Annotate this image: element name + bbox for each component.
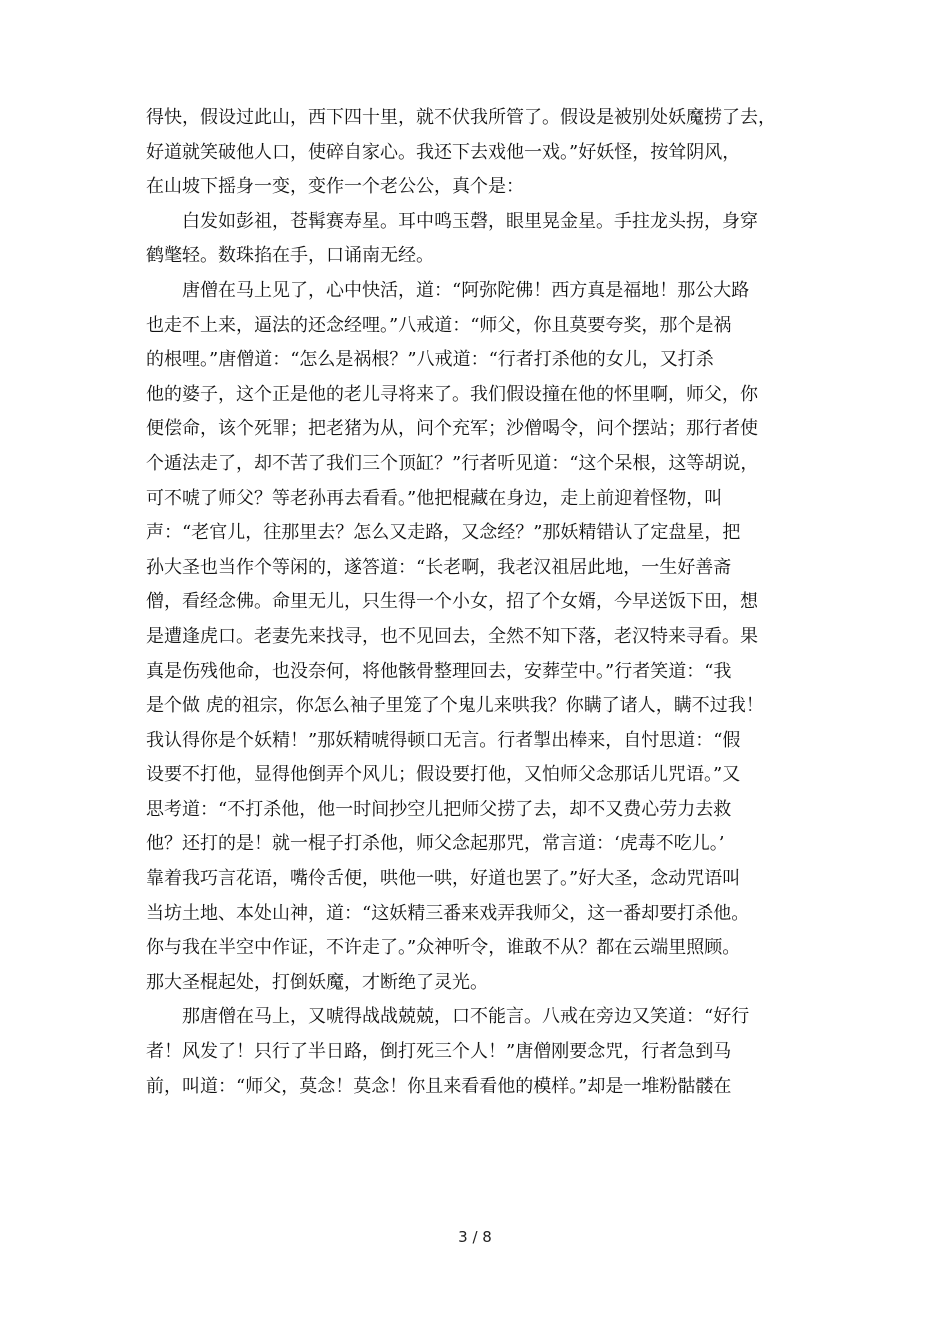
text-line: 真是伤残他命，也没奈何，将他骸骨整理回去，安葬茔中。”行者笑道：“我: [146, 660, 732, 682]
text-line: 声：“老官儿，往那里去？怎么又走路，又念经？”那妖精错认了定盘星，把: [146, 522, 741, 544]
paragraph-2: [146, 205, 806, 274]
text-line: 的根哩。”唐僧道：“怎么是祸根？”八戒道：“行者打杀他的女儿，又打杀: [146, 349, 714, 371]
text-line: 他？还打的是！就一棍子打杀他，师父念起那咒，常言道：‘虎毒不吃儿。’: [146, 833, 725, 855]
text-line: 前，叫道：“师父，莫念！莫念！你且来看看他的模样。”却是一堆粉骷髅在: [146, 1075, 732, 1097]
text-line: 你与我在半空中作证，不许走了。”众神听令，谁敢不从？都在云端里照顾。: [146, 937, 741, 959]
paragraph-4: [146, 1000, 806, 1104]
document-body: [146, 101, 806, 1104]
text-line: 可不唬了师父？等老孙再去看看。”他把棍藏在身边，走上前迎着怪物，叫: [146, 487, 723, 509]
paragraph-1: [146, 101, 806, 205]
text-line: 那唐僧在马上，又唬得战战兢兢，口不能言。八戒在旁边又笑道：“好行: [146, 1006, 750, 1028]
text-line: 孙大圣也当作个等闲的，遂答道：“长老啊，我老汉祖居此地，一生好善斋: [146, 556, 732, 578]
text-line: 僧，看经念佛。命里无儿，只生得一个小女，招了个女婿，今早送饭下田，想: [146, 591, 758, 613]
text-line: 在山坡下摇身一变，变作一个老公公，真个是：: [146, 176, 524, 198]
text-line: 是个做 虎的祖宗，你怎么袖子里笼了个鬼儿来哄我？你瞒了诸人，瞒不过我！: [146, 695, 764, 717]
text-line: 便偿命，该个死罪；把老猪为从，问个充军；沙僧喝令，问个摆站；那行者使: [146, 418, 758, 440]
text-line: 设要不打他，显得他倒弄个风儿；假设要打他，又怕师父念那话儿咒语。”又: [146, 764, 741, 786]
page-number: 3 / 8: [458, 1228, 492, 1246]
text-line: 个遁法走了，却不苦了我们三个顶缸？”行者听见道：“这个呆根，这等胡说，: [146, 452, 759, 474]
text-line: 当坊土地、本处山神，道：“这妖精三番来戏弄我师父，这一番却要打杀他。: [146, 902, 750, 924]
text-line: 好道就笑破他人口，使碎自家心。我还下去戏他一戏。”好妖怪，按耸阴风，: [146, 141, 741, 163]
text-line: 得快，假设过此山，西下四十里，就不伏我所管了。假设是被别处妖魔捞了去，: [146, 107, 776, 128]
text-line: 者！风发了！只行了半日路，倒打死三个人！”唐僧刚要念咒，行者急到马: [146, 1041, 732, 1063]
text-line: 他的婆子，这个正是他的老儿寻将来了。我们假设撞在他的怀里啊，师父，你: [146, 383, 758, 405]
text-line: 白发如彭祖，苍髯赛寿星。耳中鸣玉磬，眼里晃金星。手拄龙头拐，身穿: [146, 210, 758, 232]
text-line: 思考道：“不打杀他，他一时间抄空儿把师父捞了去，却不又费心劳力去救: [146, 798, 732, 820]
text-line: 是遭逢虎口。老妻先来找寻，也不见回去，全然不知下落，老汉特来寻看。果: [146, 625, 758, 647]
paragraph-3: [146, 274, 806, 1000]
text-line: 也走不上来，逼法的还念经哩。”八戒道：“师父，你且莫要夸奖，那个是祸: [146, 314, 732, 336]
text-line: 靠着我巧言花语，嘴伶舌便，哄他一哄，好道也罢了。”好大圣，念动咒语叫: [146, 868, 741, 890]
text-line: 唐僧在马上见了，心中快活，道：“阿弥陀佛！西方真是福地！那公大路: [146, 279, 750, 301]
text-line: 我认得你是个妖精！”那妖精唬得顿口无言。行者掣出棒来，自忖思道：“假: [146, 729, 741, 751]
text-line: 鹤氅轻。数珠掐在手，口诵南无经。: [146, 245, 434, 267]
text-line: 那大圣棍起处，打倒妖魔，才断绝了灵光。: [146, 971, 488, 993]
